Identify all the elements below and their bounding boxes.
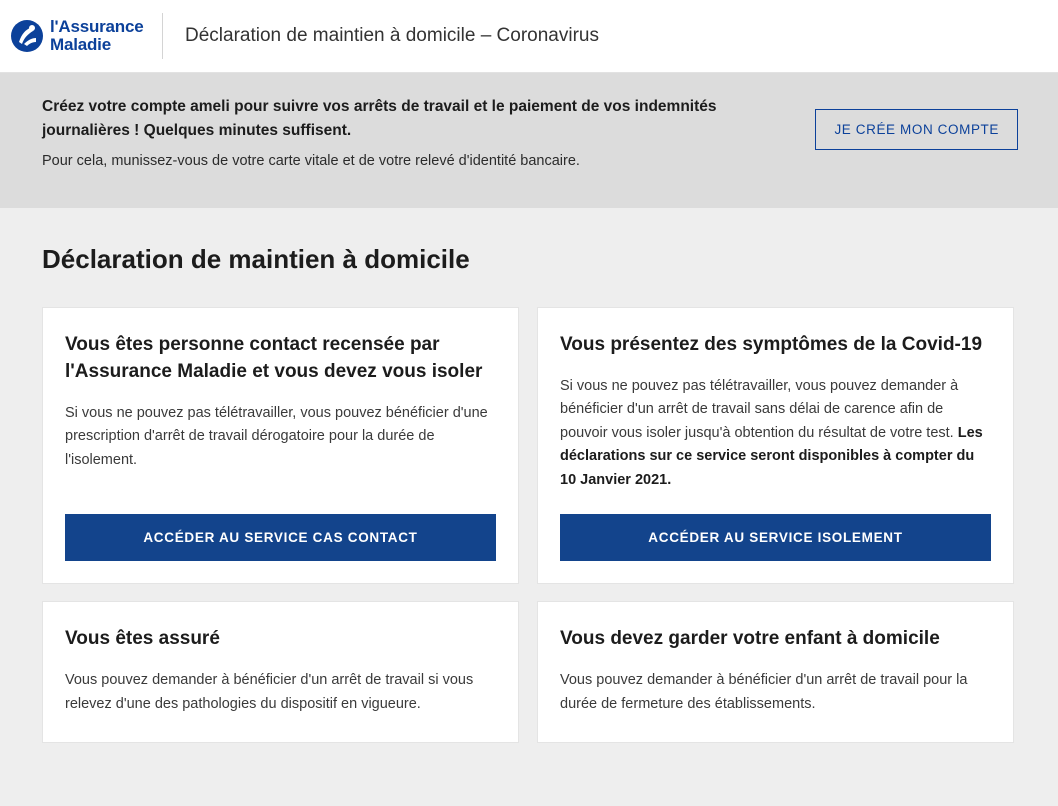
logo-line-2: Maladie bbox=[50, 35, 111, 54]
assurance-maladie-logo-icon bbox=[10, 19, 44, 53]
card-body bbox=[65, 669, 496, 716]
main-content bbox=[0, 208, 1058, 806]
page-title-header: Déclaration de maintien à domicile – Coronavirus bbox=[185, 25, 599, 46]
acceder-service-cas-contact-button[interactable]: ACCÉDER AU SERVICE CAS CONTACT bbox=[65, 514, 496, 561]
promo-text-block bbox=[42, 95, 732, 171]
promo-headline: Créez votre compte ameli pour suivre vos arrêts de travail et le paiement de vos indemnités journalières ! Quelques minutes suffisent. bbox=[42, 98, 717, 140]
card-title: Vous devez garder votre enfant à domicile bbox=[560, 628, 940, 650]
card-body-text: Vous pouvez demander à bénéficier d'un arrêt de travail si vous relevez d'une des pathologies du dispositif en vigueure. bbox=[65, 672, 474, 712]
card-title: Vous êtes assuré bbox=[65, 628, 220, 650]
create-account-button[interactable]: JE CRÉE MON COMPTE bbox=[815, 109, 1018, 150]
card-body bbox=[560, 375, 991, 492]
card-body-text: Si vous ne pouvez pas télétravailler, vous pouvez demander à bénéficier d'un arrêt de travail sans délai de carence afin de pouvoir vous isoler jusqu'à obtention du résultat de votre test. bbox=[560, 377, 959, 441]
card-garde-enfant bbox=[537, 601, 1014, 743]
logo-wordmark bbox=[50, 18, 144, 54]
logo[interactable] bbox=[10, 18, 160, 54]
card-body-text: Si vous ne pouvez pas télétravailler, vous pouvez bénéficier d'une prescription d'arrêt de travail dérogatoire pour la durée de l'isolement. bbox=[65, 404, 488, 468]
card-title: Vous êtes personne contact recensée par l'Assurance Maladie et vous devez vous isoler bbox=[65, 334, 483, 382]
card-body bbox=[560, 669, 991, 716]
service-card-grid bbox=[42, 307, 1016, 743]
card-title: Vous présentez des symptômes de la Covid-19 bbox=[560, 334, 983, 355]
acceder-service-isolement-button[interactable]: ACCÉDER AU SERVICE ISOLEMENT bbox=[560, 514, 991, 561]
card-body-bold: Les déclarations sur ce service seront disponibles à compter du 10 Janvier 2021. bbox=[560, 424, 983, 488]
card-assure bbox=[42, 601, 519, 743]
logo-line-1: l'Assurance bbox=[50, 17, 144, 37]
promo-subtext: Pour cela, munissez-vous de votre carte vitale et de votre relevé d'identité bancaire. bbox=[42, 153, 580, 170]
card-cas-contact bbox=[42, 307, 519, 584]
header-divider bbox=[162, 13, 163, 59]
card-body-text: Vous pouvez demander à bénéficier d'un arrêt de travail pour la durée de fermeture des établissements. bbox=[560, 672, 968, 712]
card-body bbox=[65, 402, 496, 492]
account-promo-banner bbox=[0, 73, 1058, 208]
card-symptomes-covid bbox=[537, 307, 1014, 584]
page-title: Déclaration de maintien à domicile bbox=[42, 244, 470, 274]
page-header bbox=[0, 0, 1058, 73]
